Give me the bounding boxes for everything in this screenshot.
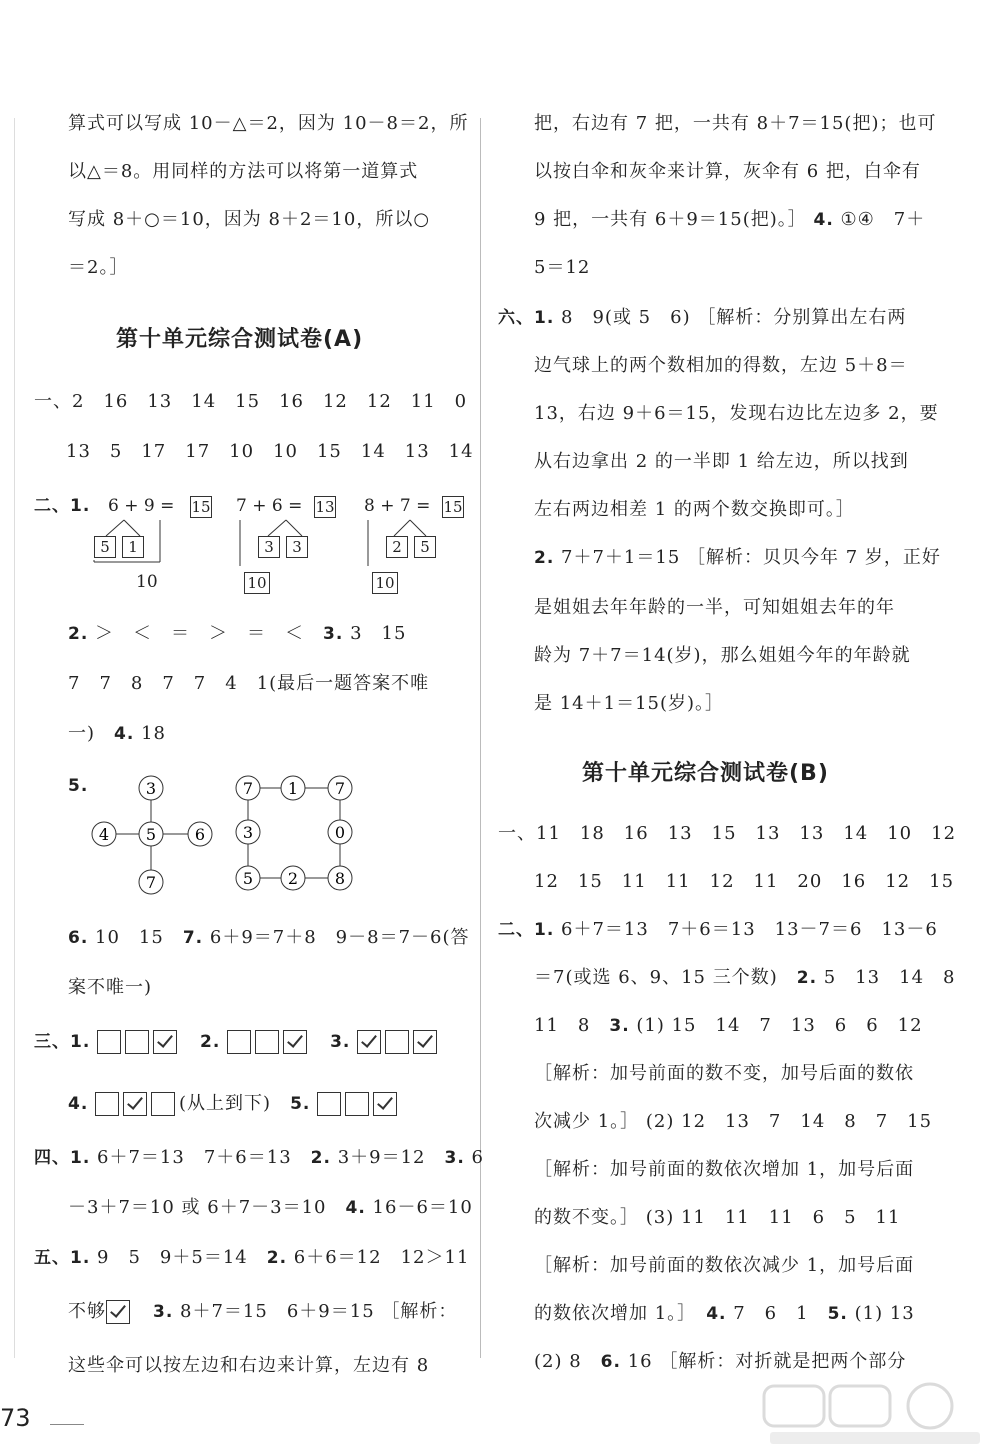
answer-text: 不够 (68, 1301, 106, 1322)
answer-line (68, 926, 470, 950)
text-line: 写成 8＋○＝10，因为 8＋2＝10，所以○ (68, 209, 431, 230)
question-number: 5. (290, 1094, 311, 1114)
answer-text: (2) 8 (534, 1351, 582, 1372)
text-line (534, 208, 925, 232)
answer-text: 5 13 14 8 (823, 967, 956, 988)
circle-number: 0 (334, 823, 346, 842)
question-number: 6. (68, 928, 89, 948)
text-line: 的数不变。］ (3) 11 11 11 6 5 11 (534, 1207, 901, 1228)
answer-line (498, 918, 938, 942)
answer-text: 3 15 (350, 623, 407, 644)
part-box: 5 (94, 536, 116, 558)
question-number: 2. (68, 624, 89, 644)
answer-line (498, 306, 906, 330)
sum-label: 10 (136, 572, 158, 592)
text-line: 从右边拿出 2 的一半即 1 给左边，所以找到 (534, 451, 909, 472)
circle-number: 1 (287, 779, 299, 798)
question-number: 3. (609, 1016, 630, 1036)
checked-box (283, 1030, 307, 1054)
page-number: 73 (0, 1404, 31, 1432)
part-box: 3 (258, 536, 280, 558)
decomposition-diagram (362, 494, 492, 594)
question-label: 二、1. (34, 496, 91, 516)
question-label: 二、1. (498, 920, 555, 940)
part-box: 3 (286, 536, 308, 558)
circle-number: 7 (242, 779, 254, 798)
answer-box (345, 1092, 369, 1116)
left-margin-rule (14, 118, 15, 1358)
circle-number: 7 (145, 873, 157, 892)
answer-text: 18 (141, 723, 166, 744)
circle-number: 8 (334, 869, 346, 888)
equation-text: 6 + 9 = (108, 496, 175, 516)
answer-text: 6＋7＝13 7＋6＝13 (97, 1147, 292, 1168)
answer-text: ①④ 7＋ (840, 209, 926, 230)
answer-text: 9 5 9＋5＝14 (97, 1247, 248, 1268)
question-number: 4. (68, 1094, 89, 1114)
question-number: 3. (323, 624, 344, 644)
sum-box: 10 (244, 572, 270, 594)
equation-text: 7 + 6 = (236, 496, 303, 516)
answer-text: 6＋7＝13 7＋6＝13 13－7＝6 13－6 (561, 919, 938, 940)
answer-line: 一、2 16 13 14 15 16 12 12 11 0 (34, 391, 468, 412)
answer-box (255, 1030, 279, 1054)
question-label: 三、1. (34, 1032, 91, 1052)
answer-line: 案不唯一) (68, 977, 153, 998)
text-line: 把，右边有 7 把，一共有 8＋7＝15(把)；也可 (534, 113, 937, 134)
circle-number: 2 (287, 869, 299, 888)
decomposition-diagram (92, 494, 222, 594)
question-number: 3. (153, 1302, 174, 1322)
checked-box (123, 1092, 147, 1116)
answer-line (34, 1146, 484, 1170)
circle-number: 3 (242, 823, 254, 842)
answer-text: 6 (471, 1147, 484, 1168)
question-number: 4. (345, 1198, 366, 1218)
answer-text: ＞ ＜ ＝ ＞ ＝ ＜ (95, 623, 305, 644)
section-title-a: 第十单元综合测试卷(A) (116, 327, 364, 352)
answer-line (534, 1350, 906, 1374)
question-number: 7. (182, 928, 204, 948)
answer-line: 一、11 18 16 13 15 13 13 14 10 12 (498, 823, 957, 844)
circle-number: 6 (194, 825, 206, 844)
answer-text: 9 把，一共有 6＋9＝15(把)。］ (534, 209, 807, 230)
answer-box (227, 1030, 251, 1054)
answer-line: 12 15 11 11 12 11 20 16 12 15 (534, 871, 955, 892)
part-box: 2 (386, 536, 408, 558)
question-number: 6. (600, 1352, 621, 1372)
equation-text: 8 + 7 = (364, 496, 431, 516)
answer-text: 一) (68, 723, 96, 744)
answer-text: 7＋7＋1＝15 ［解析：贝贝今年 7 岁，正好 (561, 547, 941, 568)
question-number: 2. (200, 1032, 221, 1052)
question-number: 4. (706, 1304, 727, 1324)
result-box: 13 (315, 498, 335, 516)
circle-number: 7 (334, 779, 346, 798)
question-number: 5. (68, 776, 89, 796)
circle-number: 5 (145, 825, 157, 844)
text-line: 13，右边 9＋6＝15，发现右边比左边多 2，要 (534, 403, 939, 424)
text-line: 是姐姐去年年龄的一半，可知姐姐去年的年 (534, 597, 895, 618)
checkbox-answer-line (34, 1030, 441, 1054)
answer-box (317, 1092, 341, 1116)
page-number-rule (50, 1424, 84, 1425)
answer-line (68, 722, 166, 746)
part-box: 5 (414, 536, 436, 558)
question-label: 四、1. (34, 1148, 91, 1168)
answer-text: 16－6＝10 (372, 1197, 473, 1218)
answer-text: 6＋9＝7＋8 9－8＝7－6(答 (209, 927, 470, 948)
answer-box (125, 1030, 149, 1054)
answer-text: 8 9(或 5 6) ［解析：分别算出左右两 (561, 307, 907, 328)
text-line: 是 14＋1＝15(岁)。］ (534, 693, 725, 714)
text-line: 边气球上的两个数相加的得数，左边 5＋8＝ (534, 355, 908, 376)
checked-box (153, 1030, 177, 1054)
text-line: 左右两边相差 1 的两个数交换即可。］ (534, 499, 855, 520)
answer-box (151, 1092, 175, 1116)
text-line: 次减少 1。］ (2) 12 13 7 14 8 7 15 (534, 1111, 933, 1132)
answer-line (534, 966, 956, 990)
text-line: ＝2。］ (68, 257, 129, 278)
question-number: 2. (266, 1248, 288, 1268)
square-circle-diagram (230, 772, 360, 898)
checkbox-answer-line (68, 1092, 401, 1116)
answer-text: 7 6 1 (733, 1303, 809, 1324)
answer-line (68, 622, 406, 646)
question-number: 4. (813, 210, 834, 230)
answer-box (385, 1030, 409, 1054)
answer-text: 8＋7＝15 6＋9＝15 ［解析： (180, 1301, 458, 1322)
answer-box (95, 1092, 119, 1116)
text-line: 龄为 7＋7＝14(岁)，那么姐姐今年的年龄就 (534, 645, 911, 666)
answer-text: 16 ［解析：对折就是把两个部分 (627, 1351, 907, 1372)
question-number: 3. (330, 1032, 351, 1052)
answer-text: －3＋7＝10 或 6＋7－3＝10 (68, 1197, 327, 1218)
result-box: 15 (191, 498, 211, 516)
section-title-b: 第十单元综合测试卷(B) (582, 761, 829, 786)
answer-line: 这些伞可以按左边和右边来计算，左边有 8 (68, 1355, 430, 1376)
question-number: 2. (534, 548, 555, 568)
answer-text: (1) 15 14 7 13 6 6 12 (636, 1015, 923, 1036)
checked-box (373, 1092, 397, 1116)
answer-line (68, 1300, 457, 1324)
result-box: 15 (443, 498, 463, 516)
watermark-logo (760, 1380, 990, 1450)
question-number: 3. (444, 1148, 465, 1168)
answer-line (34, 1246, 469, 1270)
column-divider (480, 118, 481, 1358)
circle-number: 5 (242, 869, 254, 888)
answer-note: (从上到下) (179, 1093, 272, 1114)
question-number: 5. (827, 1304, 848, 1324)
answer-text: 11 8 (534, 1015, 591, 1036)
answer-text: 6＋6＝12 12＞11 (293, 1247, 470, 1268)
answer-line: 7 7 8 7 7 4 1(最后一题答案不唯 (68, 673, 430, 694)
question-label: 六、1. (498, 308, 555, 328)
text-line: 5＝12 (534, 257, 591, 278)
answer-text: (1) 13 (854, 1303, 915, 1324)
answer-box (97, 1030, 121, 1054)
text-line: 以按白伞和灰伞来计算，灰伞有 6 把，白伞有 (534, 161, 921, 182)
sum-box: 10 (372, 572, 398, 594)
part-box: 1 (122, 536, 144, 558)
cross-circle-diagram (88, 772, 218, 898)
answer-line (534, 546, 941, 570)
answer-text: 的数依次增加 1。］ (534, 1303, 688, 1324)
text-line: ［解析：加号前面的数依次减少 1，加号后面 (534, 1255, 915, 1276)
answer-line (534, 1014, 923, 1038)
answer-line (534, 1302, 915, 1326)
question-label: 五、1. (34, 1248, 91, 1268)
answer-text: ＝7(或选 6、9、15 三个数) (534, 967, 778, 988)
question-number: 2. (796, 968, 818, 988)
circle-number: 4 (98, 825, 110, 844)
checked-box (106, 1300, 130, 1324)
question-number: 2. (310, 1148, 331, 1168)
circle-number: 3 (145, 779, 157, 798)
checked-box (357, 1030, 381, 1054)
answer-line (68, 1196, 473, 1220)
answer-line: 13 5 17 17 10 10 15 14 13 14 (66, 441, 474, 462)
question-number: 4. (114, 724, 135, 744)
text-line: ［解析：加号前面的数依次增加 1，加号后面 (534, 1159, 915, 1180)
answer-text: 3＋9＝12 (337, 1147, 426, 1168)
text-line: 算式可以写成 10－△＝2，因为 10－8＝2，所 (68, 113, 469, 134)
decomposition-diagram (234, 494, 364, 594)
answer-text: 10 15 (95, 927, 164, 948)
text-line: 以△＝8。用同样的方法可以将第一道算式 (68, 161, 419, 182)
text-line: ［解析：加号前面的数不变，加号后面的数依 (534, 1063, 914, 1084)
checked-box (413, 1030, 437, 1054)
